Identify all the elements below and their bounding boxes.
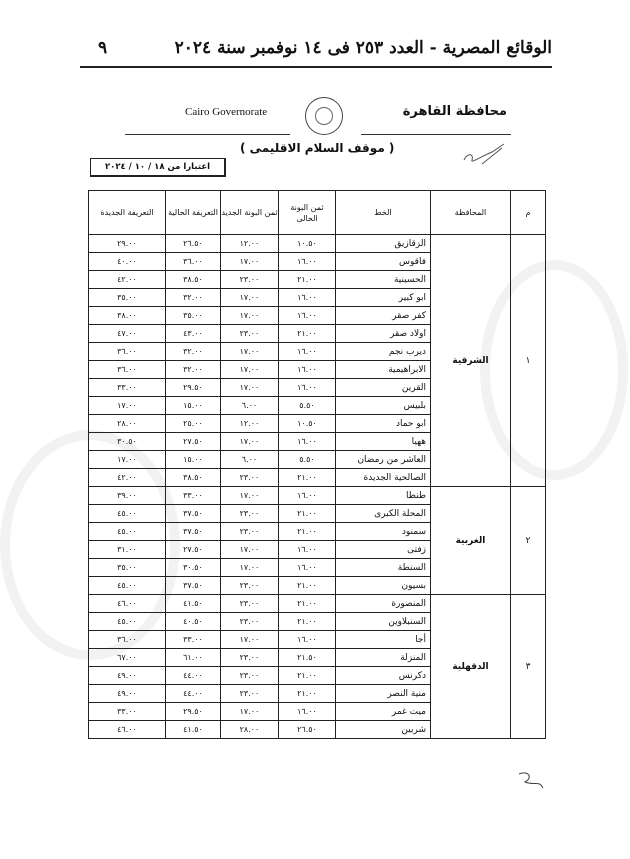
tariff-new-cell: ٤٥.٠٠	[89, 523, 166, 541]
governorate-cell: الغربية	[431, 487, 511, 595]
table-row	[89, 235, 546, 253]
tariff-new-cell: ٣٥.٠٠	[89, 289, 166, 307]
tariff-current-cell: ٢٧.٥٠	[166, 541, 221, 559]
tariff-current-cell: ٣٨.٥٠	[166, 469, 221, 487]
tariff-current-cell: ١٥.٠٠	[166, 397, 221, 415]
coupon-new-cell: ١٧.٠٠	[221, 307, 279, 325]
tariff-current-cell: ٤٠.٥٠	[166, 613, 221, 631]
line-cell: اولاد صقر	[336, 325, 431, 343]
coupon-current-cell: ١٦.٠٠	[279, 433, 336, 451]
line-cell: أجا	[336, 631, 431, 649]
coupon-new-cell: ١٧.٠٠	[221, 631, 279, 649]
initials-icon	[515, 768, 545, 790]
line-cell: المحلة الكبرى	[336, 505, 431, 523]
coupon-current-cell: ١٦.٠٠	[279, 343, 336, 361]
header-tariff-new: التعريفة الجديدة	[89, 191, 166, 235]
coupon-current-cell: ٢١.٠٠	[279, 271, 336, 289]
row-number: ٢	[511, 487, 546, 595]
station-title: ( موقف السلام الاقليمى )	[240, 141, 395, 155]
letterhead-english: Cairo Governorate	[185, 106, 268, 118]
coupon-new-cell: ٢٣.٠٠	[221, 271, 279, 289]
tariff-current-cell: ٤٤.٠٠	[166, 685, 221, 703]
line-cell: طنطا	[336, 487, 431, 505]
tariff-current-cell: ٣٥.٠٠	[166, 307, 221, 325]
tariff-new-cell: ٤٠.٠٠	[89, 253, 166, 271]
tariff-current-cell: ٣٢.٠٠	[166, 361, 221, 379]
coupon-new-cell: ٢٨.٠٠	[221, 721, 279, 739]
row-number: ١	[511, 235, 546, 487]
coupon-current-cell: ٢١.٠٠	[279, 577, 336, 595]
coupon-new-cell: ٢٣.٠٠	[221, 505, 279, 523]
coupon-new-cell: ٢٣.٠٠	[221, 595, 279, 613]
tariff-current-cell: ٣٨.٥٠	[166, 271, 221, 289]
tariff-current-cell: ٣٢.٠٠	[166, 343, 221, 361]
coupon-current-cell: ١٦.٠٠	[279, 559, 336, 577]
line-cell: ههيا	[336, 433, 431, 451]
coupon-new-cell: ١٧.٠٠	[221, 541, 279, 559]
tariff-new-cell: ٤٥.٠٠	[89, 613, 166, 631]
coupon-new-cell: ١٧.٠٠	[221, 343, 279, 361]
page-number: ٩	[98, 38, 108, 58]
tariff-current-cell: ٢٧.٥٠	[166, 433, 221, 451]
tariff-new-cell: ٣٦.٠٠	[89, 631, 166, 649]
tariff-current-cell: ٢٦.٥٠	[166, 235, 221, 253]
tariff-current-cell: ٢٥.٠٠	[166, 415, 221, 433]
line-cell: ابو حماد	[336, 415, 431, 433]
line-cell: المنزلة	[336, 649, 431, 667]
tariff-new-cell: ٣٦.٠٠	[89, 343, 166, 361]
coupon-new-cell: ٢٣.٠٠	[221, 577, 279, 595]
coupon-new-cell: ٦.٠٠	[221, 451, 279, 469]
coupon-current-cell: ٢١.٠٠	[279, 613, 336, 631]
coupon-new-cell: ١٧.٠٠	[221, 703, 279, 721]
line-cell: المنصورة	[336, 595, 431, 613]
coupon-new-cell: ١٧.٠٠	[221, 487, 279, 505]
governorate-cell: الشرقية	[431, 235, 511, 487]
tariff-new-cell: ٣٣.٠٠	[89, 379, 166, 397]
coupon-new-cell: ٢٣.٠٠	[221, 523, 279, 541]
coupon-new-cell: ١٢.٠٠	[221, 415, 279, 433]
tariff-current-cell: ١٥.٠٠	[166, 451, 221, 469]
coupon-current-cell: ٢١.٠٠	[279, 595, 336, 613]
line-cell: القرين	[336, 379, 431, 397]
coupon-new-cell: ٢٣.٠٠	[221, 325, 279, 343]
tariff-new-cell: ٣٠.٥٠	[89, 433, 166, 451]
line-cell: بلبيس	[336, 397, 431, 415]
divider	[125, 134, 290, 135]
tariff-new-cell: ٢٨.٠٠	[89, 415, 166, 433]
tariff-new-cell: ٤٥.٠٠	[89, 505, 166, 523]
tariff-new-cell: ١٧.٠٠	[89, 451, 166, 469]
header-coupon-new: ثمن البونة الجديد	[221, 191, 279, 235]
tariff-new-cell: ٤٩.٠٠	[89, 685, 166, 703]
tariff-current-cell: ٣٧.٥٠	[166, 523, 221, 541]
gazette-header	[80, 36, 552, 68]
tariff-current-cell: ٣٦.٠٠	[166, 253, 221, 271]
tariff-new-cell: ٢٩.٠٠	[89, 235, 166, 253]
coupon-current-cell: ٥.٥٠	[279, 397, 336, 415]
line-cell: الصالحية الجديدة	[336, 469, 431, 487]
tariff-current-cell: ٣٧.٥٠	[166, 505, 221, 523]
tariff-new-cell: ٤٩.٠٠	[89, 667, 166, 685]
tariff-current-cell: ٣٢.٠٠	[166, 289, 221, 307]
line-cell: بسيون	[336, 577, 431, 595]
line-cell: الحسينية	[336, 271, 431, 289]
tariff-current-cell: ٤١.٥٠	[166, 595, 221, 613]
coupon-current-cell: ٢١.٠٠	[279, 685, 336, 703]
tariff-new-cell: ٦٧.٠٠	[89, 649, 166, 667]
row-number: ٣	[511, 595, 546, 739]
coupon-new-cell: ١٧.٠٠	[221, 361, 279, 379]
tariff-current-cell: ٢٩.٥٠	[166, 379, 221, 397]
coupon-current-cell: ١٦.٠٠	[279, 379, 336, 397]
tariff-current-cell: ٤٣.٠٠	[166, 325, 221, 343]
tariff-current-cell: ٣٣.٠٠	[166, 631, 221, 649]
line-cell: السنبلاوين	[336, 613, 431, 631]
coupon-new-cell: ١٢.٠٠	[221, 235, 279, 253]
coupon-current-cell: ١٦.٠٠	[279, 307, 336, 325]
coupon-new-cell: ٢٣.٠٠	[221, 685, 279, 703]
coupon-current-cell: ١٦.٠٠	[279, 253, 336, 271]
coupon-current-cell: ٢١.٥٠	[279, 649, 336, 667]
tariff-new-cell: ٣٣.٠٠	[89, 703, 166, 721]
coupon-new-cell: ١٧.٠٠	[221, 559, 279, 577]
coupon-current-cell: ٢١.٠٠	[279, 325, 336, 343]
table-row	[89, 595, 546, 613]
coupon-new-cell: ١٧.٠٠	[221, 433, 279, 451]
header-line: الخط	[336, 191, 431, 235]
coupon-current-cell: ٢١.٠٠	[279, 523, 336, 541]
header-m: م	[511, 191, 546, 235]
coupon-current-cell: ١٦.٠٠	[279, 289, 336, 307]
line-cell: ميت غمر	[336, 703, 431, 721]
tariff-new-cell: ١٧.٠٠	[89, 397, 166, 415]
tariff-new-cell: ٣٦.٠٠	[89, 361, 166, 379]
coupon-new-cell: ٢٣.٠٠	[221, 613, 279, 631]
coupon-current-cell: ٢١.٠٠	[279, 667, 336, 685]
tariff-new-cell: ٤٦.٠٠	[89, 595, 166, 613]
coupon-new-cell: ٢٣.٠٠	[221, 469, 279, 487]
line-cell: دكرنس	[336, 667, 431, 685]
table-row	[89, 487, 546, 505]
letterhead-arabic: محافظة القاهرة	[402, 104, 507, 119]
coupon-new-cell: ١٧.٠٠	[221, 253, 279, 271]
coupon-current-cell: ١٠.٥٠	[279, 235, 336, 253]
coupon-new-cell: ١٧.٠٠	[221, 289, 279, 307]
line-cell: منية النصر	[336, 685, 431, 703]
coupon-current-cell: ١٦.٠٠	[279, 361, 336, 379]
tariff-current-cell: ٤١.٥٠	[166, 721, 221, 739]
tariff-new-cell: ٤٥.٠٠	[89, 577, 166, 595]
effective-date: اعتبارا من ١٨ / ١٠ / ٢٠٢٤	[90, 158, 226, 177]
tariff-current-cell: ٤٤.٠٠	[166, 667, 221, 685]
tariff-new-cell: ٤٢.٠٠	[89, 469, 166, 487]
tariff-current-cell: ٦١.٠٠	[166, 649, 221, 667]
tariff-new-cell: ٣٥.٠٠	[89, 559, 166, 577]
tariff-new-cell: ٤٧.٠٠	[89, 325, 166, 343]
header-governorate: المحافظة	[431, 191, 511, 235]
coupon-current-cell: ٢١.٠٠	[279, 469, 336, 487]
line-cell: الزقازيق	[336, 235, 431, 253]
cairo-seal-icon	[305, 97, 343, 135]
tariff-new-cell: ٣١.٠٠	[89, 541, 166, 559]
coupon-new-cell: ١٧.٠٠	[221, 379, 279, 397]
coupon-current-cell: ١٦.٠٠	[279, 703, 336, 721]
coupon-current-cell: ٥.٥٠	[279, 451, 336, 469]
coupon-current-cell: ١٦.٠٠	[279, 541, 336, 559]
line-cell: زفتى	[336, 541, 431, 559]
line-cell: العاشر من رمضان	[336, 451, 431, 469]
tariff-new-cell: ٣٨.٠٠	[89, 307, 166, 325]
tariff-new-cell: ٤٢.٠٠	[89, 271, 166, 289]
header-tariff-current: التعريفة الحالية	[166, 191, 221, 235]
coupon-current-cell: ١٦.٠٠	[279, 487, 336, 505]
line-cell: كفر صقر	[336, 307, 431, 325]
coupon-current-cell: ١٠.٥٠	[279, 415, 336, 433]
tariff-new-cell: ٣٩.٠٠	[89, 487, 166, 505]
governorate-cell: الدقهلية	[431, 595, 511, 739]
coupon-new-cell: ٦.٠٠	[221, 397, 279, 415]
coupon-current-cell: ٢١.٠٠	[279, 505, 336, 523]
line-cell: ابو كبير	[336, 289, 431, 307]
line-cell: ديرب نجم	[336, 343, 431, 361]
coupon-new-cell: ٢٣.٠٠	[221, 649, 279, 667]
line-cell: فاقوس	[336, 253, 431, 271]
tariff-current-cell: ٣٠.٥٠	[166, 559, 221, 577]
line-cell: شربين	[336, 721, 431, 739]
header-coupon-current: ثمن البونة الحالى	[279, 191, 336, 235]
signature-icon	[462, 142, 507, 170]
line-cell: الابراهيمية	[336, 361, 431, 379]
gazette-title: الوقائع المصرية - العدد ٢٥٣ فى ١٤ نوفمبر سنة ٢٠٢٤	[174, 38, 552, 58]
tariff-current-cell: ٣٣.٠٠	[166, 487, 221, 505]
divider	[361, 134, 511, 135]
coupon-current-cell: ٢٦.٥٠	[279, 721, 336, 739]
tariff-current-cell: ٢٩.٥٠	[166, 703, 221, 721]
line-cell: سمنود	[336, 523, 431, 541]
line-cell: السنطة	[336, 559, 431, 577]
coupon-current-cell: ١٦.٠٠	[279, 631, 336, 649]
fare-table	[88, 190, 546, 739]
tariff-current-cell: ٣٧.٥٠	[166, 577, 221, 595]
tariff-new-cell: ٤٦.٠٠	[89, 721, 166, 739]
coupon-new-cell: ٢٣.٠٠	[221, 667, 279, 685]
